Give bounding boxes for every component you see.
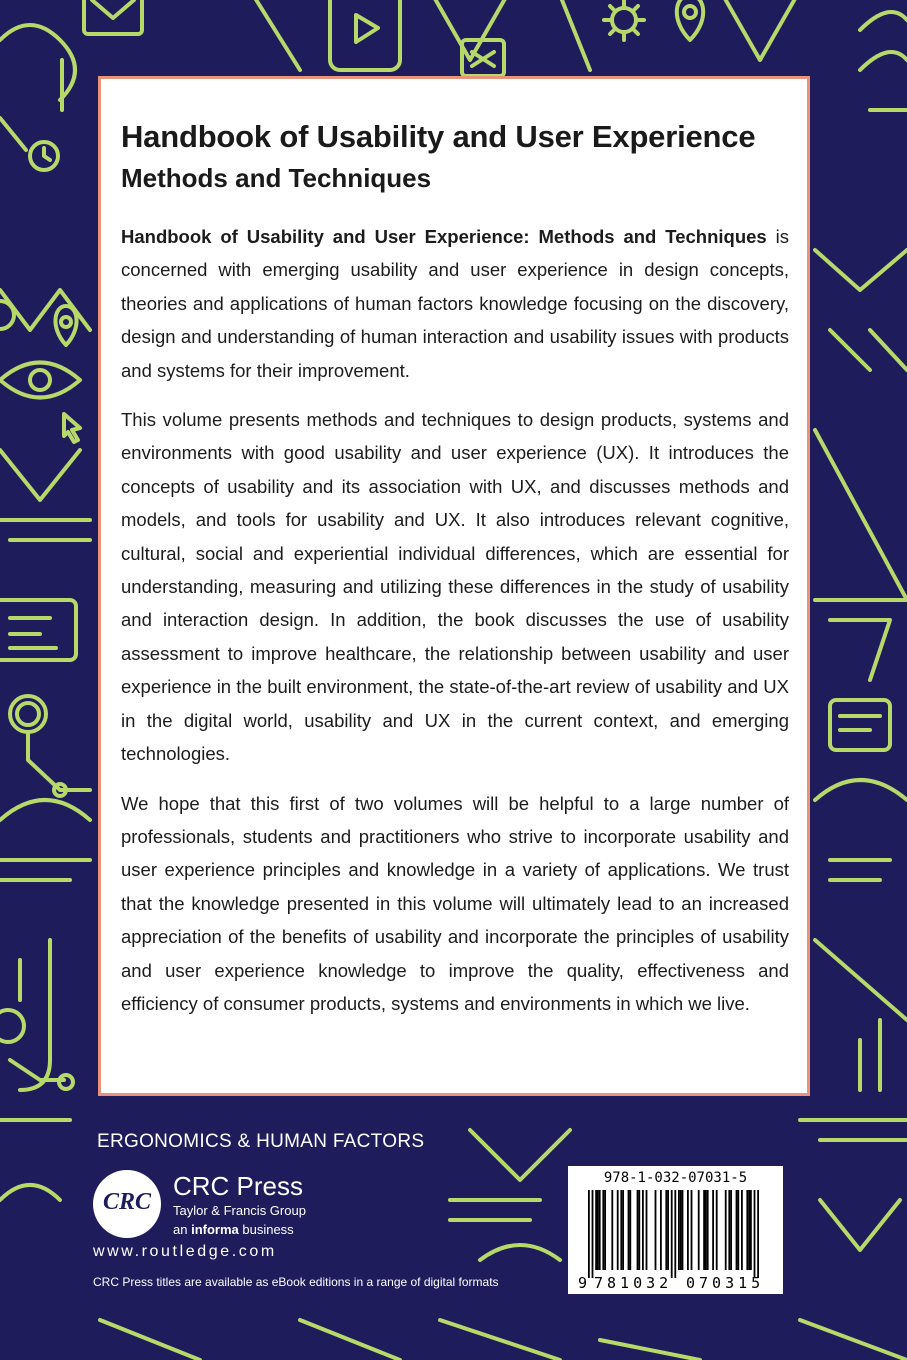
barcode-bar: [678, 1190, 680, 1270]
barcode-bar: [620, 1190, 622, 1270]
barcode-digit-first: 9: [578, 1274, 588, 1292]
barcode-bar: [705, 1190, 707, 1270]
barcode-bar: [599, 1190, 601, 1270]
isbn-number: 978-1-032-07031-5: [603, 1170, 748, 1186]
barcode-bar: [748, 1190, 750, 1270]
barcode-bar: [687, 1190, 689, 1270]
intro-paragraph: [121, 220, 789, 387]
barcode-bar: [707, 1190, 709, 1270]
barcode-bar: [611, 1190, 613, 1270]
barcode-bar: [757, 1190, 759, 1278]
barcode-bar: [682, 1190, 684, 1270]
barcode-bar: [622, 1190, 624, 1270]
barcode-bar: [638, 1190, 640, 1270]
barcode-bar: [737, 1190, 739, 1270]
barcode-bar: [602, 1190, 604, 1270]
barcode-bar: [746, 1190, 748, 1270]
intro-text: is concerned with emerging usability and user experience in design concepts, theories and applications of human factors knowledge focusing on the discovery, design and understanding of human interaction and usability issues with products and systems for their improvement.: [121, 226, 790, 381]
barcode-bar: [741, 1190, 743, 1270]
barcode-bar: [680, 1190, 682, 1270]
barcode-bar: [592, 1190, 594, 1278]
barcode-bar: [725, 1190, 727, 1270]
barcode-bar: [628, 1190, 630, 1270]
business-suffix: business: [238, 1222, 294, 1237]
barcode-bar: [671, 1190, 673, 1278]
hope-paragraph: We hope that this first of two volumes will be helpful to a large number of professionals, students and practitioners who strive to incorporate usability and user experience principles and knowledge in a variety of applications. We trust that the knowledge presented in this volume will ultimately lead to an increased appreciation of the benefits of usability and incorporate the principles of usability and user experience knowledge to improve the quality, effectiveness and efficiency of consumer products, systems and environments in which we live.: [121, 792, 789, 1014]
business-prefix: an: [173, 1222, 192, 1237]
barcode-digits-left: 781032: [594, 1274, 673, 1292]
barcode-bar: [595, 1190, 597, 1270]
barcode-bar: [691, 1190, 693, 1270]
crc-logo: [93, 1170, 161, 1238]
barcode-bars: [568, 1166, 783, 1294]
barcode-digits-right: 070315: [686, 1274, 765, 1292]
barcode-bar: [629, 1190, 631, 1270]
crc-logo-text: CRC: [102, 1189, 152, 1215]
barcode-bar: [604, 1190, 606, 1270]
barcode-bar: [665, 1190, 667, 1270]
barcode-bar: [730, 1190, 732, 1270]
barcode-bar: [754, 1190, 756, 1278]
barcode-bar: [597, 1190, 599, 1270]
barcode-bar: [728, 1190, 730, 1270]
barcode-bar: [703, 1190, 705, 1270]
intro-bold-title: Handbook of Usability and User Experience: Methods and Techniques: [121, 226, 767, 247]
barcode-bar: [617, 1190, 619, 1270]
barcode-bar: [646, 1190, 648, 1270]
barcode-bar: [736, 1190, 738, 1270]
publisher-group: Taylor & Francis Group: [173, 1203, 306, 1218]
isbn-barcode: [568, 1166, 783, 1294]
publisher-name: CRC Press: [173, 1171, 304, 1201]
publisher-business: [173, 1222, 294, 1237]
description-panel: [98, 76, 810, 1096]
barcode-bar: [750, 1190, 752, 1270]
volume-paragraph: This volume presents methods and techniques to design products, systems and environments with good usability and user experience (UX). It introduces the concepts of usability and its association with UX, and discusses methods and models, and tools for usability and UX. It also introduces relevant cognitive, cultural, social and experiential individual differences, which are essential for understanding, measuring and utilizing these differences in the study of usability and interaction design. In addition, the book discusses the use of usability assessment to improve healthcare, the relationship between usability and user experience in the built environment, the state-of-the-art review of usability and UX in the digital world, usability and UX in the current context, and emerging technologies.: [121, 409, 789, 765]
series-label: ERGONOMICS & HUMAN FACTORS: [97, 1131, 425, 1152]
business-brand: informa: [191, 1222, 239, 1237]
description-content: [121, 119, 789, 1020]
barcode-bar: [712, 1190, 714, 1270]
barcode-bar: [674, 1190, 676, 1278]
barcode-bar: [588, 1190, 590, 1278]
barcode-bar: [655, 1190, 657, 1270]
publisher-website[interactable]: www.routledge.com: [93, 1243, 277, 1260]
book-title: Handbook of Usability and User Experience: [121, 119, 756, 154]
ebook-note: CRC Press titles are available as eBook editions in a range of digital formats: [93, 1275, 499, 1289]
barcode-bar: [637, 1190, 639, 1270]
barcode-bar: [698, 1190, 700, 1270]
barcode-bar: [667, 1190, 669, 1270]
book-subtitle: Methods and Techniques: [121, 163, 432, 193]
barcode-bar: [660, 1190, 662, 1270]
barcode-bar: [716, 1190, 718, 1270]
barcode-bar: [642, 1190, 644, 1270]
